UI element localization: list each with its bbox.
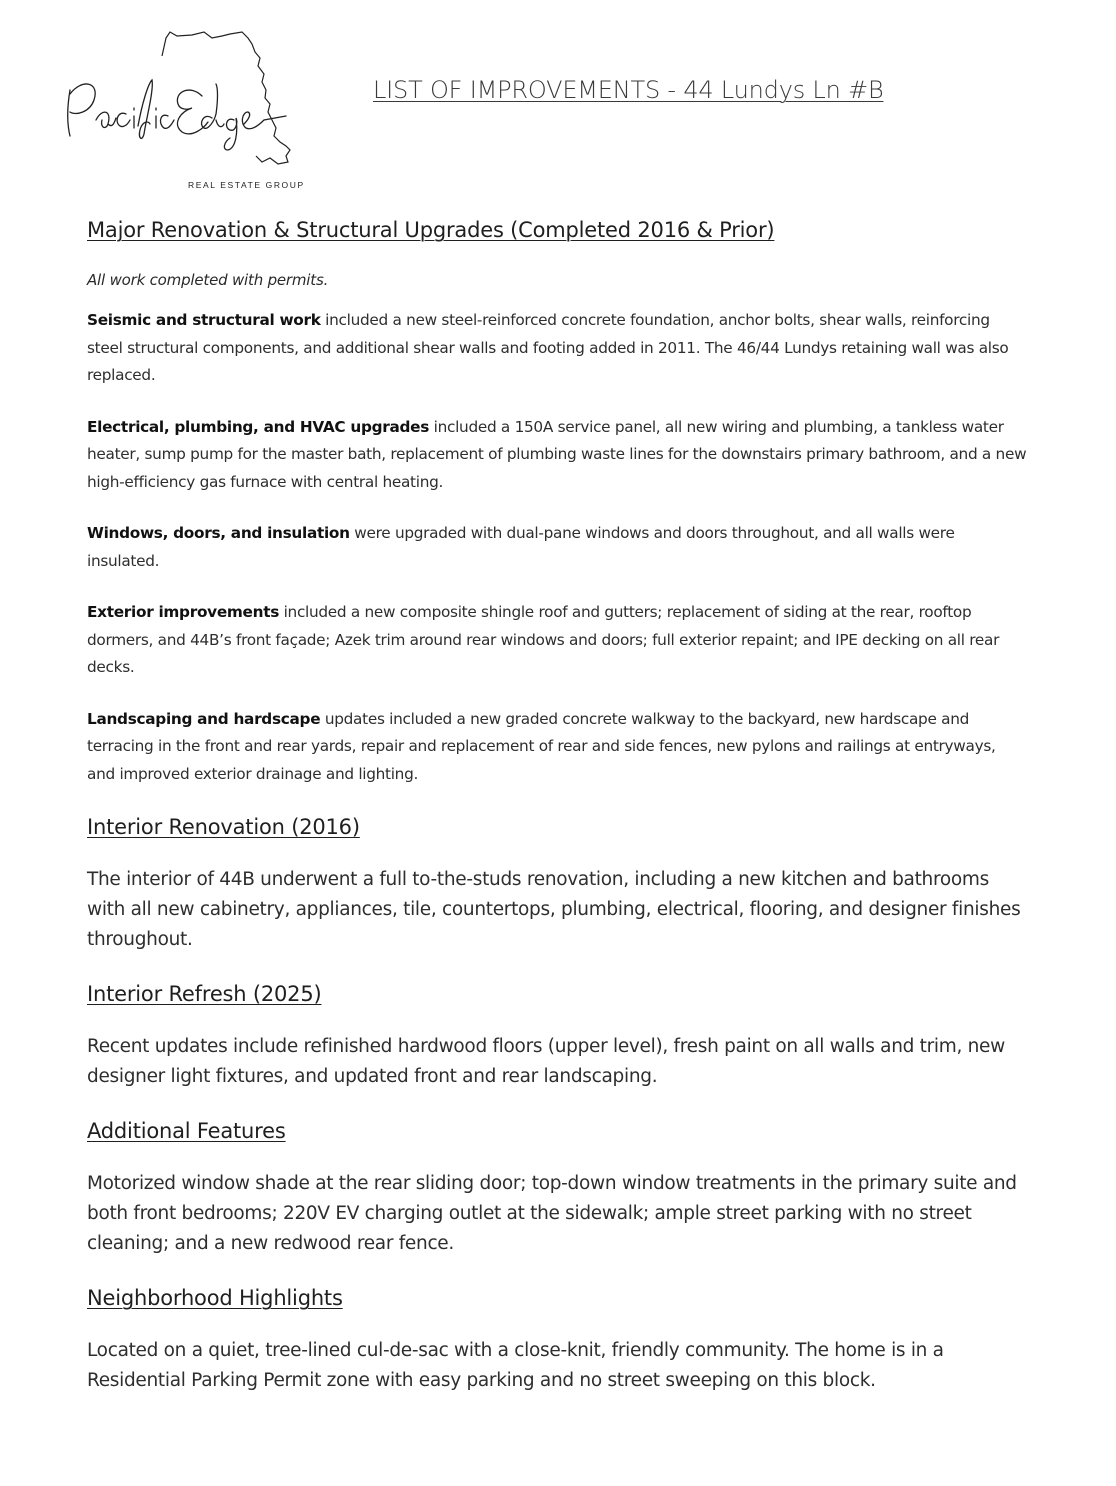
section-heading-interior-renovation: Interior Renovation (2016) [87, 815, 360, 839]
section-heading-additional-features: Additional Features [87, 1119, 286, 1143]
item-lead: Electrical, plumbing, and HVAC upgrades [87, 417, 430, 436]
section-heading-major-renovation: Major Renovation & Structural Upgrades (Completed 2016 & Prior) [87, 218, 775, 242]
item-lead: Landscaping and hardscape [87, 709, 321, 728]
item-exterior-improvements [87, 599, 1027, 682]
section-heading-interior-refresh: Interior Refresh (2025) [87, 982, 322, 1006]
company-logo [52, 24, 305, 190]
additional-features-text: Motorized window shade at the rear sliding door; top-down window treatments in the primary suite and both front bedrooms; 220V EV charging outlet at the sidewalk; ample street parking with no street cleaning; and a new redwood rear fence. [87, 1173, 1017, 1254]
item-seismic-structural [87, 307, 1027, 390]
item-electrical-plumbing-hvac [87, 414, 1027, 497]
interior-renovation-text: The interior of 44B underwent a full to-the-studs renovation, including a new kitchen and bathrooms with all new cabinetry, appliances, tile, countertops, plumbing, electrical, flooring, and designer finishes throughout. [87, 869, 1021, 950]
item-lead: Exterior improvements [87, 603, 280, 621]
item-lead: Seismic and structural work [87, 311, 321, 329]
document-title: LIST OF IMPROVEMENTS - 44 Lundys Ln #B [373, 76, 884, 104]
item-text: included a 150A service panel, all new wiring and plumbing, a tankless water heater, sump pump for the master bath, replacement of plumbing waste lines for the downstairs primary bathroom, and a new high-efficiency gas furnace with central heating. [87, 417, 1027, 491]
item-windows-doors-insulation [87, 520, 1027, 575]
permit-note: All work completed with permits. [87, 271, 329, 289]
interior-refresh-text: Recent updates include refinished hardwood floors (upper level), fresh paint on all walls and trim, new designer light fixtures, and updated front and rear landscaping. [87, 1036, 1005, 1087]
logo-caption: REAL ESTATE GROUP [188, 180, 305, 190]
logo-graphic [52, 24, 302, 174]
item-landscaping-hardscape [87, 706, 1027, 789]
item-text: updates included a new graded concrete walkway to the backyard, new hardscape and terracing in the front and rear yards, repair and replacement of rear and side fences, new pylons and railings at entryways, and improved exterior drainage and lighting. [87, 709, 996, 783]
document-body [87, 218, 1027, 1396]
item-lead: Windows, doors, and insulation [87, 524, 350, 542]
logo-script-edge [177, 84, 286, 150]
item-text: included a new steel-reinforced concrete foundation, anchor bolts, shear walls, reinforcing steel structural components, and additional shear walls and footing added in 2011. The 46/44 Lundys retaining wall was also replaced. [87, 311, 1009, 384]
section-heading-neighborhood-highlights: Neighborhood Highlights [87, 1286, 343, 1310]
item-text: were upgraded with dual-pane windows and doors throughout, and all walls were insulated. [87, 524, 955, 570]
coastline-outline [162, 32, 290, 164]
item-text: included a new composite shingle roof and gutters; replacement of siding at the rear, rooftop dormers, and 44B’s front façade; Azek trim around rear windows and doors; full exterior repaint; and IPE decking on all rear decks. [87, 603, 1000, 676]
neighborhood-highlights-text: Located on a quiet, tree-lined cul-de-sac with a close-knit, friendly community. The home is in a Residential Parking Permit zone with easy parking and no street sweeping on this block. [87, 1340, 944, 1391]
logo-script-pacific [68, 80, 174, 138]
